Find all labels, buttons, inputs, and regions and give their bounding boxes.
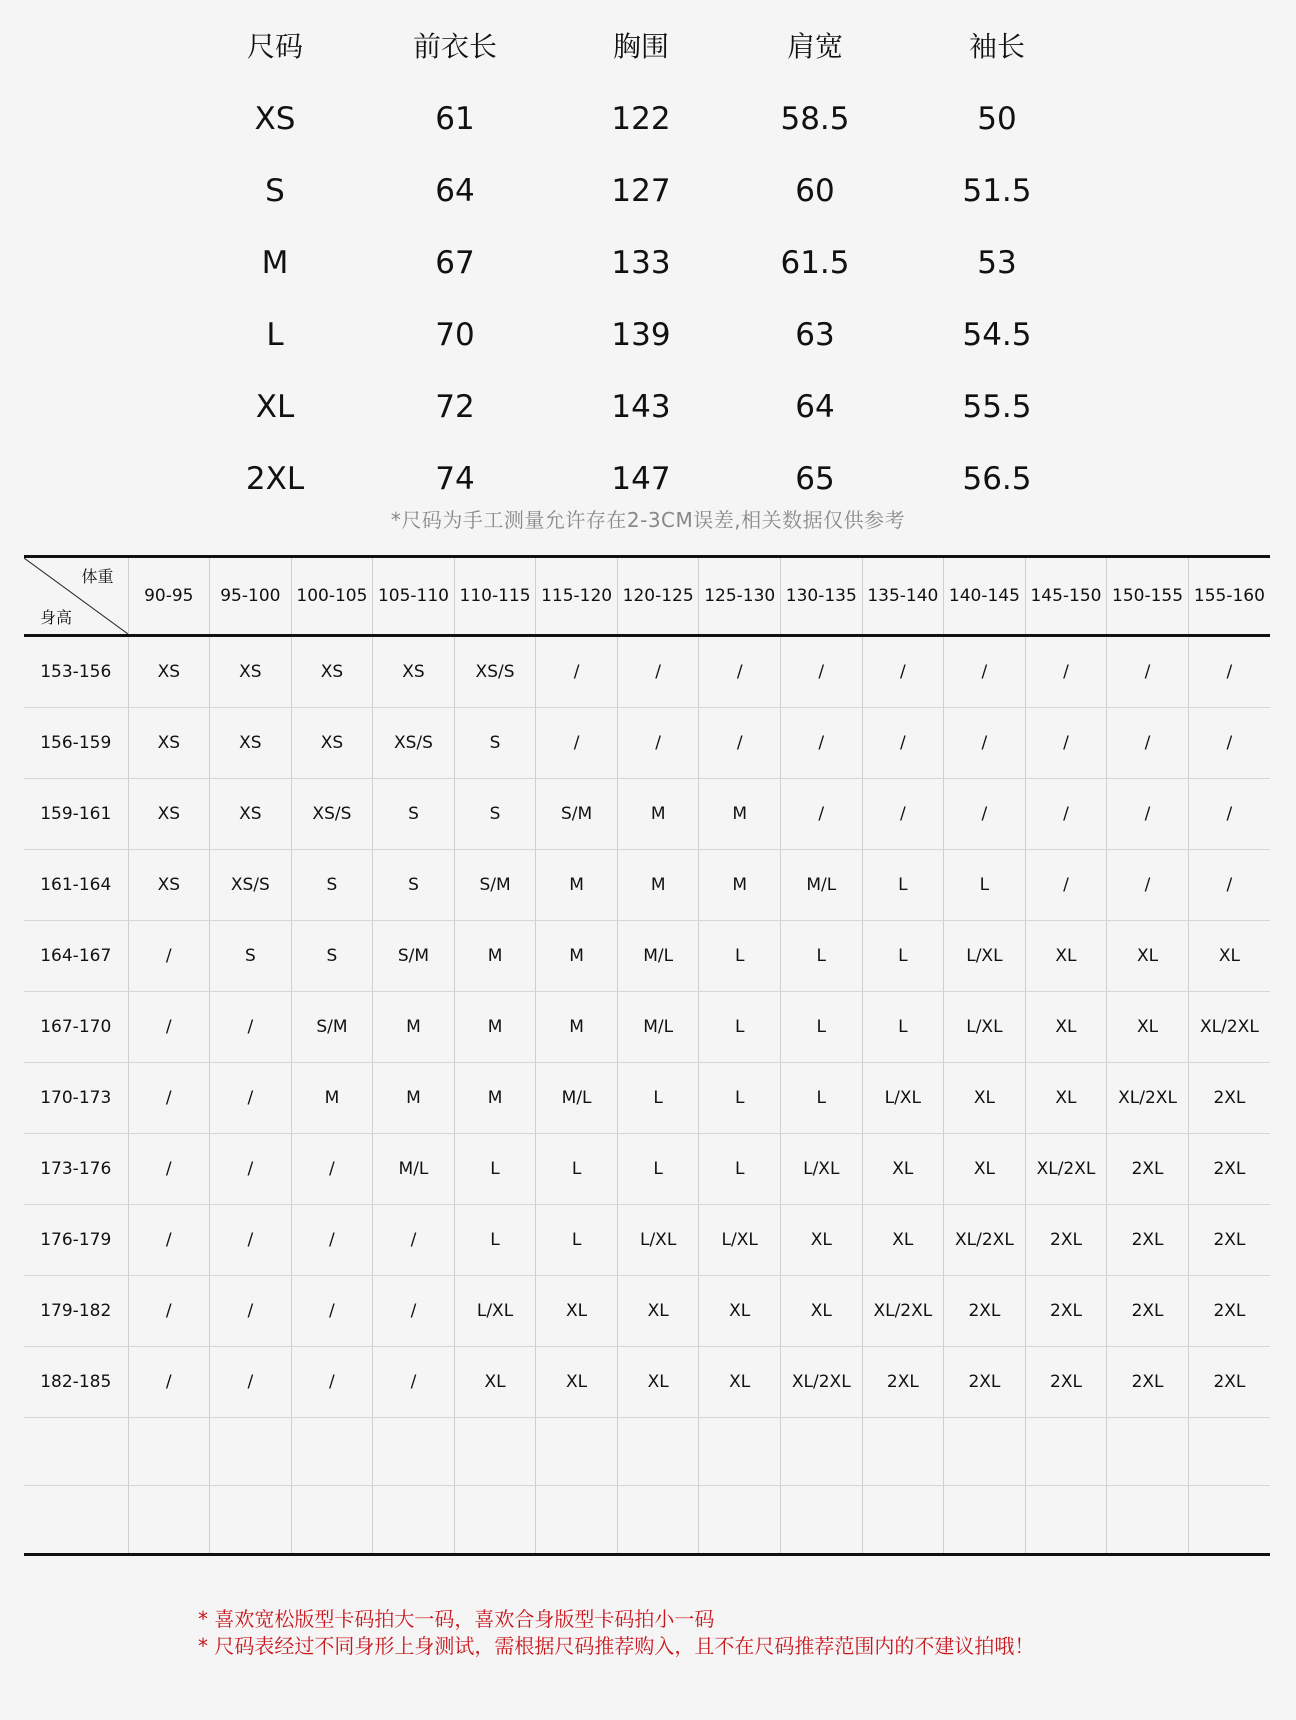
- header-front-length: 前衣长: [412, 30, 497, 63]
- recommended-size-cell: /: [944, 779, 1026, 850]
- recommended-size-cell: XS: [210, 708, 292, 779]
- recommended-size-cell: /: [1025, 708, 1107, 779]
- corner-cell: [24, 557, 128, 636]
- empty-cell: [617, 1486, 699, 1555]
- recommended-size-cell: /: [210, 1276, 292, 1347]
- recommended-size-cell: XL: [944, 1063, 1026, 1134]
- recommended-size-cell: XL: [781, 1205, 863, 1276]
- recommended-size-cell: XS: [128, 850, 210, 921]
- size-chart-header: [0, 17, 1296, 77]
- table-row: [24, 1063, 1270, 1134]
- empty-cell: [1188, 1418, 1270, 1486]
- table-row: [24, 1276, 1270, 1347]
- cell-chest: 143: [611, 389, 671, 425]
- recommended-size-cell: /: [373, 1205, 455, 1276]
- recommended-size-cell: /: [781, 636, 863, 708]
- table-row: [24, 1347, 1270, 1418]
- size-chart-row: [0, 305, 1296, 365]
- recommended-size-cell: /: [862, 636, 944, 708]
- recommended-size-cell: 2XL: [944, 1276, 1026, 1347]
- recommended-size-cell: 2XL: [1025, 1347, 1107, 1418]
- cell-front-length: 70: [435, 317, 475, 353]
- recommended-size-cell: 2XL: [1188, 1063, 1270, 1134]
- empty-cell: [1025, 1418, 1107, 1486]
- recommended-size-cell: /: [699, 708, 781, 779]
- recommended-size-cell: /: [1188, 708, 1270, 779]
- cell-front-length: 64: [435, 173, 475, 209]
- table-row: [24, 992, 1270, 1063]
- recommended-size-cell: S: [454, 779, 536, 850]
- empty-cell: [536, 1486, 618, 1555]
- empty-cell: [24, 1418, 128, 1486]
- size-chart-row: [0, 233, 1296, 293]
- height-label: 身高: [40, 608, 73, 627]
- header-chest: 胸围: [612, 30, 669, 63]
- empty-cell: [128, 1418, 210, 1486]
- empty-cell: [699, 1418, 781, 1486]
- recommended-size-cell: XS: [210, 779, 292, 850]
- cell-chest: 127: [611, 173, 671, 209]
- cell-shoulder: 61.5: [780, 245, 850, 281]
- recommended-size-cell: L/XL: [781, 1134, 863, 1205]
- recommended-size-cell: XS/S: [210, 850, 292, 921]
- recommended-size-cell: /: [617, 708, 699, 779]
- weight-range-header: 100-105: [291, 557, 373, 636]
- recommended-size-cell: /: [1025, 850, 1107, 921]
- recommended-size-cell: XL: [862, 1205, 944, 1276]
- recommended-size-cell: M: [536, 921, 618, 992]
- cell-sleeve: 53: [977, 245, 1017, 281]
- recommended-size-cell: L: [617, 1134, 699, 1205]
- recommended-size-cell: 2XL: [1025, 1276, 1107, 1347]
- recommended-size-cell: L: [699, 992, 781, 1063]
- measurement-disclaimer: *尺码为手工测量允许存在2-3CM误差,相关数据仅供参考: [390, 508, 906, 532]
- recommended-size-cell: L/XL: [944, 921, 1026, 992]
- recommended-size-cell: M/L: [373, 1134, 455, 1205]
- recommended-size-cell: L/XL: [617, 1205, 699, 1276]
- recommended-size-cell: M: [699, 779, 781, 850]
- height-range-cell: 153-156: [24, 636, 128, 708]
- recommended-size-cell: XS: [373, 636, 455, 708]
- weight-range-header: 115-120: [536, 557, 618, 636]
- recommended-size-cell: XS: [210, 636, 292, 708]
- recommended-size-cell: M: [536, 850, 618, 921]
- recommended-size-cell: /: [210, 1063, 292, 1134]
- recommended-size-cell: XL: [699, 1347, 781, 1418]
- recommended-size-cell: XS: [291, 708, 373, 779]
- weight-range-header: 150-155: [1107, 557, 1189, 636]
- recommended-size-cell: L: [862, 992, 944, 1063]
- height-range-cell: 167-170: [24, 992, 128, 1063]
- recommended-size-cell: /: [1188, 779, 1270, 850]
- cell-front-length: 61: [435, 101, 475, 137]
- recommended-size-cell: /: [128, 921, 210, 992]
- recommended-size-cell: XL: [454, 1347, 536, 1418]
- header-shoulder: 肩宽: [786, 30, 843, 63]
- cell-size: 2XL: [245, 461, 305, 497]
- recommended-size-cell: XS: [128, 636, 210, 708]
- recommended-size-cell: /: [781, 779, 863, 850]
- recommended-size-cell: L: [454, 1134, 536, 1205]
- recommended-size-cell: M/L: [781, 850, 863, 921]
- recommended-size-cell: M/L: [536, 1063, 618, 1134]
- empty-cell: [24, 1486, 128, 1555]
- recommended-size-cell: XS: [128, 708, 210, 779]
- table-row: [24, 708, 1270, 779]
- recommended-size-cell: M: [373, 992, 455, 1063]
- weight-label: 体重: [81, 567, 114, 586]
- height-range-cell: 176-179: [24, 1205, 128, 1276]
- empty-cell: [699, 1486, 781, 1555]
- recommended-size-cell: XL/2XL: [944, 1205, 1026, 1276]
- recommended-size-cell: L: [862, 850, 944, 921]
- recommended-size-cell: /: [128, 1205, 210, 1276]
- recommended-size-cell: /: [1025, 636, 1107, 708]
- note-size-advice: * 尺码表经过不同身形上身测试，需根据尺码推荐购入，且不在尺码推荐范围内的不建议拍哦！: [198, 1634, 1035, 1658]
- recommended-size-cell: 2XL: [862, 1347, 944, 1418]
- recommended-size-cell: XL: [536, 1347, 618, 1418]
- table-row: [24, 636, 1270, 708]
- table-row: [24, 779, 1270, 850]
- recommended-size-cell: /: [944, 708, 1026, 779]
- recommended-size-cell: /: [210, 1134, 292, 1205]
- recommended-size-cell: /: [536, 636, 618, 708]
- recommended-size-cell: /: [1107, 708, 1189, 779]
- height-range-cell: 164-167: [24, 921, 128, 992]
- recommended-size-cell: /: [781, 708, 863, 779]
- recommended-size-cell: M: [454, 992, 536, 1063]
- height-range-cell: 179-182: [24, 1276, 128, 1347]
- empty-cell: [128, 1486, 210, 1555]
- cell-size: L: [266, 317, 284, 353]
- empty-cell: [944, 1418, 1026, 1486]
- cell-shoulder: 60: [795, 173, 835, 209]
- recommended-size-cell: L: [781, 1063, 863, 1134]
- recommended-size-cell: M: [699, 850, 781, 921]
- cell-sleeve: 50: [977, 101, 1017, 137]
- recommended-size-cell: S: [373, 779, 455, 850]
- height-range-cell: 173-176: [24, 1134, 128, 1205]
- size-recommendation-table: [24, 555, 1270, 1556]
- recommended-size-cell: S: [454, 708, 536, 779]
- recommended-size-cell: XL/2XL: [781, 1347, 863, 1418]
- recommended-size-cell: S: [210, 921, 292, 992]
- recommended-size-cell: /: [291, 1347, 373, 1418]
- empty-row: [24, 1418, 1270, 1486]
- recommended-size-cell: L: [944, 850, 1026, 921]
- height-range-cell: 161-164: [24, 850, 128, 921]
- weight-range-header: 145-150: [1025, 557, 1107, 636]
- recommended-size-cell: /: [1188, 850, 1270, 921]
- table-row: [24, 1134, 1270, 1205]
- empty-cell: [291, 1486, 373, 1555]
- recommended-size-cell: 2XL: [1107, 1276, 1189, 1347]
- cell-size: XL: [255, 389, 295, 425]
- recommended-size-cell: /: [699, 636, 781, 708]
- recommended-size-cell: M/L: [617, 992, 699, 1063]
- recommended-size-cell: XL: [1107, 992, 1189, 1063]
- empty-cell: [210, 1486, 292, 1555]
- recommended-size-cell: XL: [617, 1347, 699, 1418]
- recommendation-body: [24, 636, 1270, 1555]
- recommended-size-cell: L/XL: [862, 1063, 944, 1134]
- cell-sleeve: 56.5: [962, 461, 1032, 497]
- recommended-size-cell: 2XL: [1188, 1347, 1270, 1418]
- cell-shoulder: 65: [795, 461, 835, 497]
- recommended-size-cell: L: [454, 1205, 536, 1276]
- recommended-size-cell: S: [291, 850, 373, 921]
- recommended-size-cell: /: [210, 992, 292, 1063]
- recommended-size-cell: /: [210, 1347, 292, 1418]
- table-row: [24, 850, 1270, 921]
- recommended-size-cell: XL: [1025, 992, 1107, 1063]
- recommended-size-cell: L: [536, 1205, 618, 1276]
- recommended-size-cell: S/M: [536, 779, 618, 850]
- empty-cell: [1188, 1486, 1270, 1555]
- recommended-size-cell: /: [1107, 779, 1189, 850]
- recommended-size-cell: XS/S: [373, 708, 455, 779]
- recommended-size-cell: XL/2XL: [1188, 992, 1270, 1063]
- recommended-size-cell: L/XL: [454, 1276, 536, 1347]
- table-row: [24, 1205, 1270, 1276]
- recommended-size-cell: XL: [1025, 1063, 1107, 1134]
- recommended-size-cell: L: [699, 1134, 781, 1205]
- weight-range-header: 110-115: [454, 557, 536, 636]
- purchase-notes: [198, 1606, 1034, 1660]
- height-range-cell: 170-173: [24, 1063, 128, 1134]
- weight-range-header: 95-100: [210, 557, 292, 636]
- header-sleeve: 袖长: [968, 30, 1025, 63]
- empty-cell: [1025, 1486, 1107, 1555]
- recommended-size-cell: /: [1025, 779, 1107, 850]
- recommended-size-cell: XL: [617, 1276, 699, 1347]
- recommended-size-cell: XL: [862, 1134, 944, 1205]
- empty-cell: [373, 1418, 455, 1486]
- empty-cell: [373, 1486, 455, 1555]
- recommended-size-cell: M/L: [617, 921, 699, 992]
- empty-cell: [862, 1418, 944, 1486]
- recommended-size-cell: L/XL: [699, 1205, 781, 1276]
- weight-range-header: 125-130: [699, 557, 781, 636]
- empty-cell: [291, 1418, 373, 1486]
- cell-chest: 133: [611, 245, 671, 281]
- recommended-size-cell: XL/2XL: [1025, 1134, 1107, 1205]
- recommended-size-cell: M: [617, 779, 699, 850]
- height-range-cell: 182-185: [24, 1347, 128, 1418]
- empty-cell: [536, 1418, 618, 1486]
- recommended-size-cell: XL: [1188, 921, 1270, 992]
- recommended-size-cell: 2XL: [1188, 1276, 1270, 1347]
- size-chart-row: [0, 161, 1296, 221]
- height-range-cell: 156-159: [24, 708, 128, 779]
- recommended-size-cell: 2XL: [1025, 1205, 1107, 1276]
- weight-range-header: 90-95: [128, 557, 210, 636]
- empty-cell: [781, 1486, 863, 1555]
- recommended-size-cell: S: [291, 921, 373, 992]
- weight-header-row: [24, 557, 1270, 636]
- height-range-cell: 159-161: [24, 779, 128, 850]
- cell-front-length: 72: [435, 389, 475, 425]
- recommended-size-cell: L: [781, 992, 863, 1063]
- empty-cell: [944, 1486, 1026, 1555]
- cell-sleeve: 54.5: [962, 317, 1032, 353]
- weight-range-header: 155-160: [1188, 557, 1270, 636]
- recommended-size-cell: L: [699, 921, 781, 992]
- cell-sleeve: 55.5: [962, 389, 1032, 425]
- empty-cell: [1107, 1418, 1189, 1486]
- recommended-size-cell: S/M: [373, 921, 455, 992]
- recommended-size-cell: 2XL: [944, 1347, 1026, 1418]
- recommended-size-cell: M: [536, 992, 618, 1063]
- recommended-size-cell: S/M: [291, 992, 373, 1063]
- recommended-size-cell: /: [291, 1276, 373, 1347]
- recommended-size-cell: XL/2XL: [1107, 1063, 1189, 1134]
- recommended-size-cell: /: [862, 779, 944, 850]
- recommended-size-cell: /: [128, 1063, 210, 1134]
- recommended-size-cell: /: [862, 708, 944, 779]
- weight-range-header: 135-140: [862, 557, 944, 636]
- size-chart-row: [0, 449, 1296, 509]
- recommended-size-cell: 2XL: [1107, 1347, 1189, 1418]
- recommended-size-cell: /: [1107, 636, 1189, 708]
- recommended-size-cell: /: [291, 1134, 373, 1205]
- cell-chest: 147: [611, 461, 671, 497]
- recommended-size-cell: XL: [781, 1276, 863, 1347]
- empty-row: [24, 1486, 1270, 1555]
- empty-cell: [781, 1418, 863, 1486]
- recommended-size-cell: L: [536, 1134, 618, 1205]
- empty-cell: [862, 1486, 944, 1555]
- cell-size: S: [265, 173, 285, 209]
- recommended-size-cell: S: [373, 850, 455, 921]
- recommended-size-cell: L/XL: [944, 992, 1026, 1063]
- recommended-size-cell: 2XL: [1107, 1205, 1189, 1276]
- recommended-size-cell: /: [128, 1134, 210, 1205]
- recommended-size-cell: L: [862, 921, 944, 992]
- header-size: 尺码: [246, 30, 303, 63]
- recommended-size-cell: /: [1188, 636, 1270, 708]
- recommended-size-cell: /: [1107, 850, 1189, 921]
- recommended-size-cell: /: [128, 1276, 210, 1347]
- cell-size: XS: [254, 101, 296, 137]
- recommended-size-cell: /: [128, 992, 210, 1063]
- table-row: [24, 921, 1270, 992]
- recommended-size-cell: /: [373, 1347, 455, 1418]
- recommended-size-cell: XL: [1025, 921, 1107, 992]
- recommended-size-cell: /: [944, 636, 1026, 708]
- recommended-size-cell: /: [617, 636, 699, 708]
- recommended-size-cell: XS/S: [291, 779, 373, 850]
- cell-chest: 122: [611, 101, 671, 137]
- recommended-size-cell: 2XL: [1188, 1134, 1270, 1205]
- cell-shoulder: 64: [795, 389, 835, 425]
- cell-sleeve: 51.5: [962, 173, 1032, 209]
- cell-chest: 139: [611, 317, 671, 353]
- recommended-size-cell: /: [210, 1205, 292, 1276]
- cell-front-length: 74: [435, 461, 475, 497]
- size-chart-row: [0, 89, 1296, 149]
- recommended-size-cell: 2XL: [1188, 1205, 1270, 1276]
- recommended-size-cell: XL: [1107, 921, 1189, 992]
- recommended-size-cell: XS/S: [454, 636, 536, 708]
- recommended-size-cell: XL: [699, 1276, 781, 1347]
- recommended-size-cell: /: [536, 708, 618, 779]
- recommended-size-cell: XS: [291, 636, 373, 708]
- recommended-size-cell: /: [128, 1347, 210, 1418]
- cell-front-length: 67: [435, 245, 475, 281]
- recommended-size-cell: S/M: [454, 850, 536, 921]
- weight-range-header: 130-135: [781, 557, 863, 636]
- recommended-size-cell: L: [617, 1063, 699, 1134]
- weight-range-header: 105-110: [373, 557, 455, 636]
- recommended-size-cell: L: [699, 1063, 781, 1134]
- weight-range-header: 140-145: [944, 557, 1026, 636]
- recommended-size-cell: /: [373, 1276, 455, 1347]
- cell-shoulder: 63: [795, 317, 835, 353]
- recommended-size-cell: XL/2XL: [862, 1276, 944, 1347]
- recommended-size-cell: M: [373, 1063, 455, 1134]
- size-chart-row: [0, 377, 1296, 437]
- recommended-size-cell: M: [454, 921, 536, 992]
- note-fit-advice: * 喜欢宽松版型卡码拍大一码，喜欢合身版型卡码拍小一码: [198, 1607, 715, 1631]
- recommended-size-cell: XS: [128, 779, 210, 850]
- recommended-size-cell: /: [291, 1205, 373, 1276]
- recommended-size-cell: M: [291, 1063, 373, 1134]
- recommended-size-cell: XL: [536, 1276, 618, 1347]
- recommended-size-cell: XL: [944, 1134, 1026, 1205]
- recommended-size-cell: M: [454, 1063, 536, 1134]
- weight-range-header: 120-125: [617, 557, 699, 636]
- cell-size: M: [261, 245, 289, 281]
- recommended-size-cell: M: [617, 850, 699, 921]
- recommended-size-cell: L: [781, 921, 863, 992]
- empty-cell: [210, 1418, 292, 1486]
- empty-cell: [454, 1486, 536, 1555]
- empty-cell: [454, 1418, 536, 1486]
- empty-cell: [617, 1418, 699, 1486]
- cell-shoulder: 58.5: [780, 101, 850, 137]
- recommended-size-cell: 2XL: [1107, 1134, 1189, 1205]
- empty-cell: [1107, 1486, 1189, 1555]
